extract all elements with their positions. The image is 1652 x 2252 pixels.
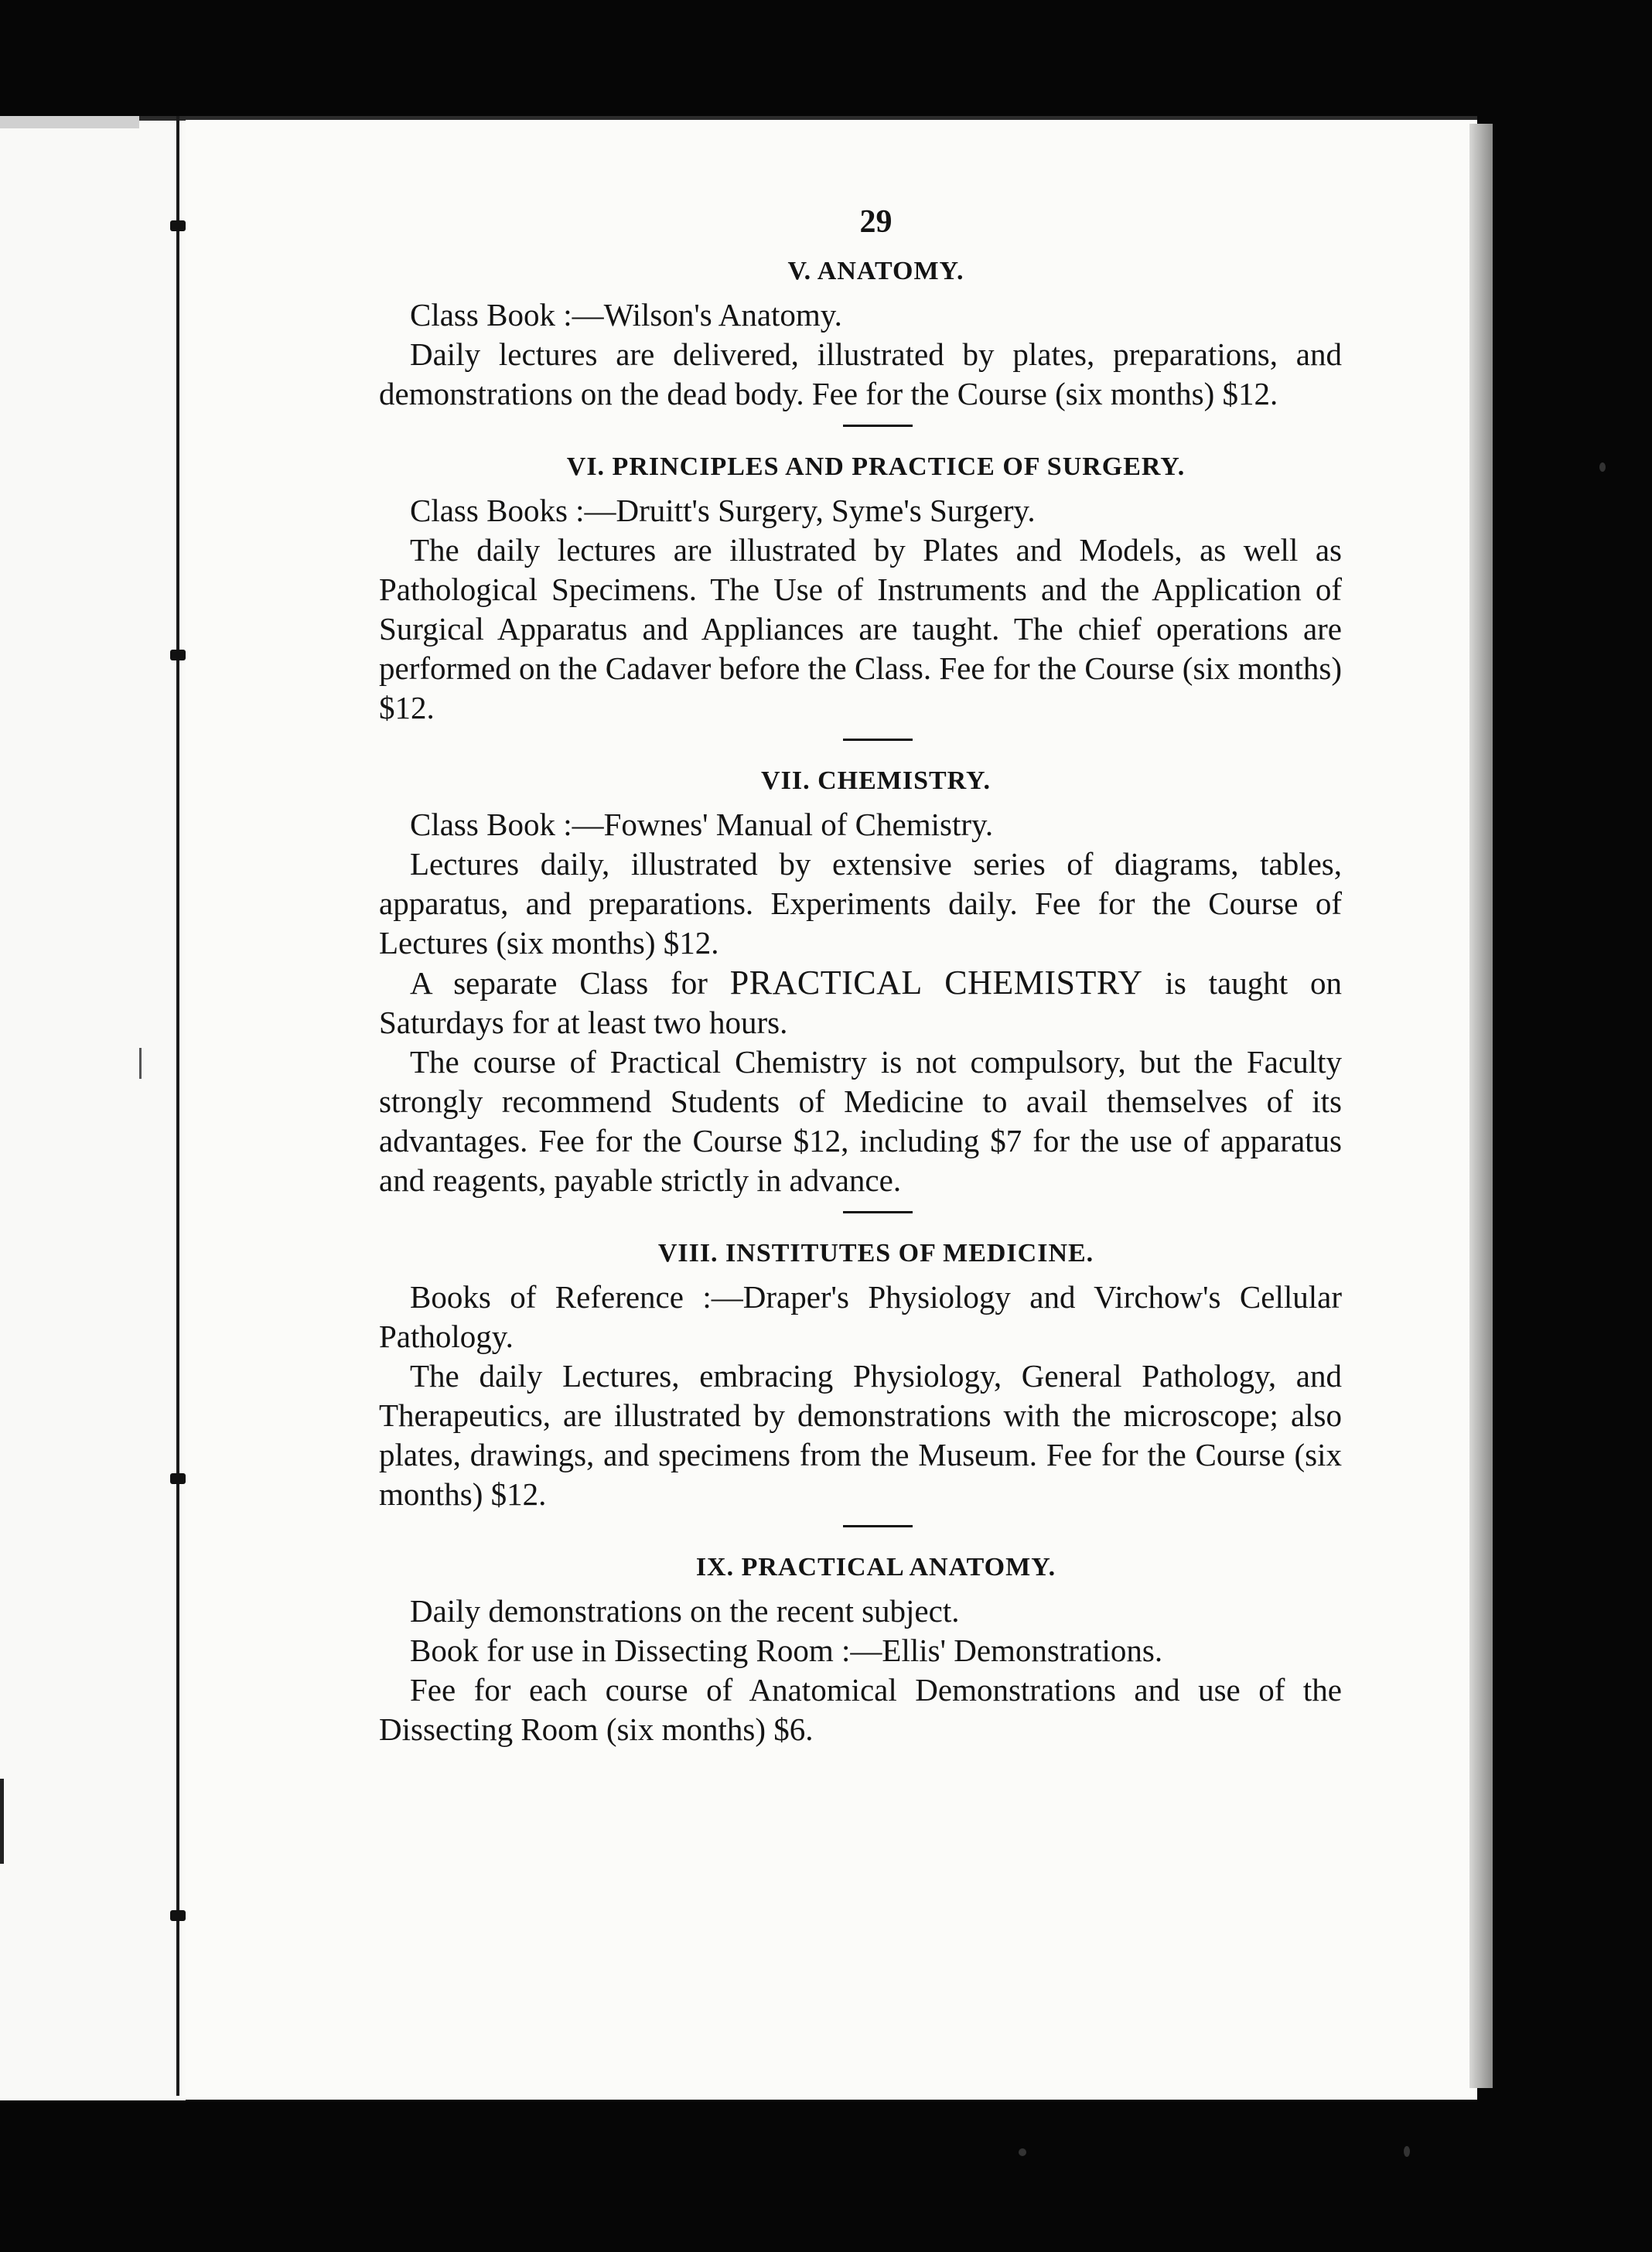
paragraph: Book for use in Dissecting Room :—Ellis' Demonstrations. [410,1633,1163,1668]
paragraph: Fee for each course of Anatomical Demonstrations and use of the Dissecting Room (six months) $6. [379,1672,1342,1747]
paragraph: The daily lectures are illustrated by Plates and Models, as well as Pathological Specimens. The Use of Instruments and the Application of Surgical Apparatus and Appliances are taught. The chief operations are performed on the Cadaver before the Class. Fee for the Course (six months) $12. [379,532,1342,725]
scan-speck [1404,2146,1410,2157]
section-heading: V. ANATOMY. [787,257,964,285]
facing-page-edge [0,116,186,2100]
paragraph: Lectures daily, illustrated by extensive series of diagrams, tables, apparatus, and preparations. Experiments daily. Fee for the Course of Lectures (six months) $12. [379,846,1342,961]
paragraph: Daily demonstrations on the recent subject. [410,1593,960,1629]
binding-stitch [170,1473,186,1484]
section-divider [843,739,913,741]
section-chemistry [379,761,1342,1200]
margin-mark [139,1048,142,1079]
section-heading: VIII. INSTITUTES OF MEDICINE. [657,1239,1094,1268]
paragraph: Daily lectures are delivered, illustrated by plates, preparations, and demonstrations on the dead body. Fee for the Course (six months) $12. [379,336,1342,411]
binding-stitch [170,650,186,660]
section-heading: VII. CHEMISTRY. [761,766,991,795]
binding-gutter [176,116,179,2096]
section-institutes-of-medicine [379,1233,1342,1514]
paragraph-text: A separate Class for [410,965,730,1001]
binding-stitch [170,220,186,231]
section-practical-anatomy [379,1547,1342,1749]
page-content [379,203,1342,1749]
paragraph-text: is taught on Saturdays for at least two hours. [379,965,1343,1040]
margin-mark [0,1779,4,1864]
paragraph: Class Book :—Fownes' Manual of Chemistry. [410,807,994,842]
paragraph: The course of Practical Chemistry is not compulsory, but the Faculty strongly recommend Students of Medicine to avail themselves of its advantages. Fee for the Course $12, including $7 for the use of apparatus and reagents, payable strictly in advance. [379,1044,1342,1198]
section-heading: IX. PRACTICAL ANATOMY. [695,1553,1056,1582]
scan-speck [1599,462,1606,472]
section-divider [843,1211,913,1213]
page-edge-shadow [1469,124,1493,2088]
practical-chemistry-paragraph [379,963,1342,1042]
page-number: 29 [859,204,893,240]
paragraph: Class Books :—Druitt's Surgery, Syme's Surgery. [410,493,1036,528]
section-anatomy [379,251,1342,414]
paragraph: Class Book :—Wilson's Anatomy. [410,297,842,333]
practical-chemistry-emphasis: PRACTICAL CHEMISTRY [729,964,1143,1001]
section-heading: VI. PRINCIPLES AND PRACTICE OF SURGERY. [566,452,1186,481]
section-surgery [379,447,1342,728]
scan-speck [1019,2148,1026,2156]
section-divider [843,425,913,427]
paragraph: The daily Lectures, embracing Physiology, General Pathology, and Therapeutics, are illustrated by demonstrations with the microscope; also plates, drawings, and specimens from the Museum. Fee for the Course (six months) $12. [379,1358,1342,1512]
section-divider [843,1525,913,1527]
binding-stitch [170,1910,186,1921]
paragraph: Books of Reference :—Draper's Physiology and Virchow's Cellular Pathology. [379,1279,1342,1354]
facing-page-top-strip [0,116,139,128]
